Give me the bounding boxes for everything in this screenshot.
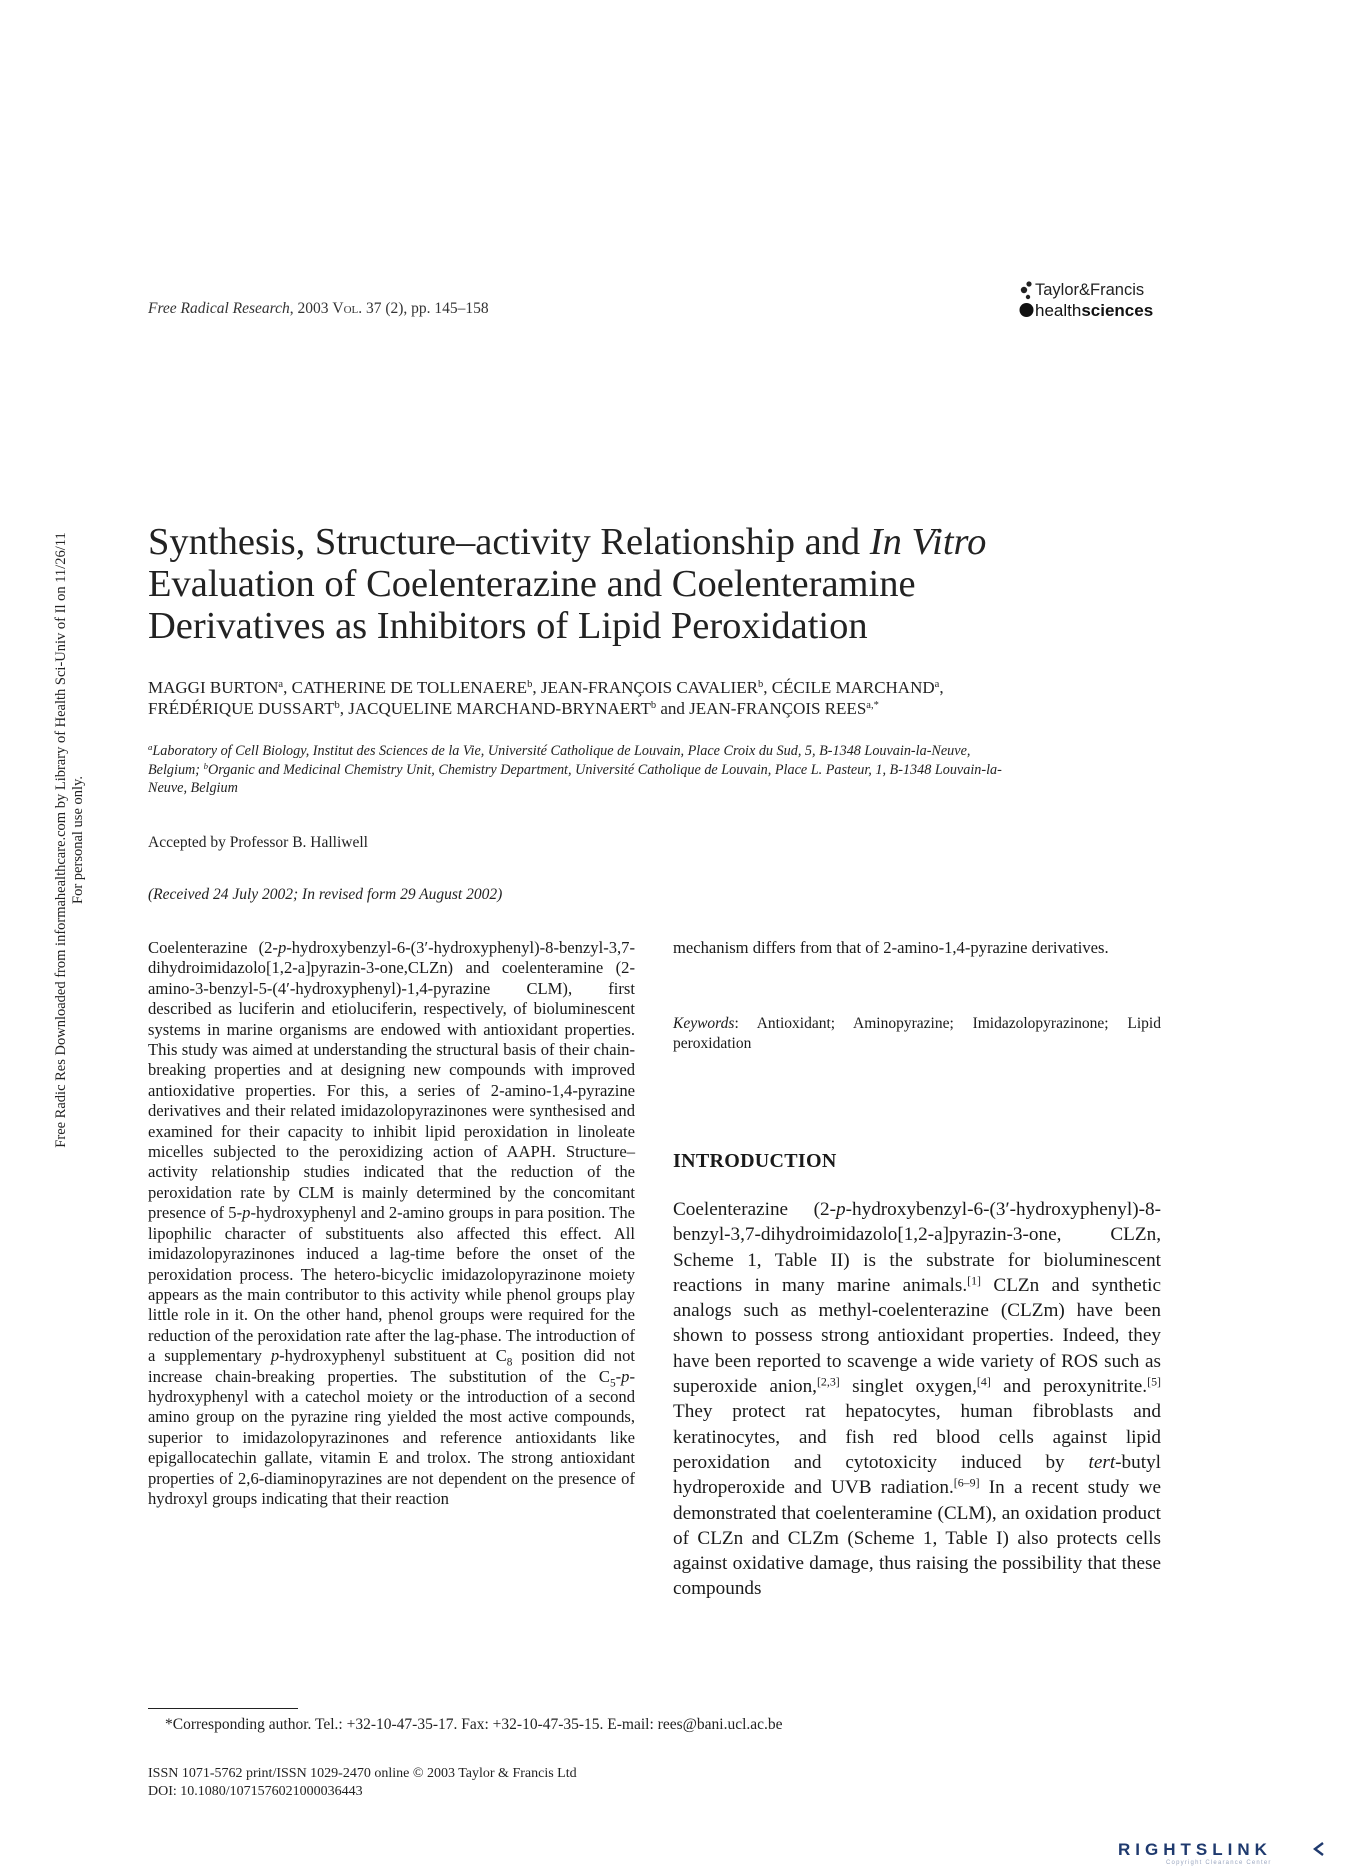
publisher-logo	[1018, 281, 1168, 323]
citation-ref[interactable]: [5]	[1147, 1374, 1161, 1389]
rightslink-sub-text: Copyright Clearance Center	[1166, 1860, 1272, 1866]
rightslink-logo[interactable]	[1118, 1840, 1350, 1866]
author-list	[148, 678, 1178, 719]
doi-line: DOI: 10.1080/1071576021000036443	[148, 1784, 363, 1799]
title-line-1: Synthesis, Structure–activity Relationship and In Vitro	[148, 521, 987, 563]
abstract-continuation: mechanism differs from that of 2-amino-1,4-pyrazine derivatives.	[673, 938, 1109, 957]
citation-ref[interactable]: [6–9]	[953, 1475, 980, 1490]
title-line-2: Evaluation of Coelenterazine and Coelenteramine	[148, 563, 916, 605]
logo-brand-line1: Taylor&Francis	[1035, 281, 1145, 299]
accepted-by: Accepted by Professor B. Halliwell	[148, 834, 368, 851]
issn-line: ISSN 1071-5762 print/ISSN 1029-2470 online © 2003 Taylor & Francis Ltd	[148, 1766, 577, 1781]
rightslink-main-text: RIGHTSLINK	[1118, 1840, 1272, 1859]
title-line-3: Derivatives as Inhibitors of Lipid Peroxidation	[148, 605, 868, 647]
footnote-divider	[148, 1708, 298, 1709]
download-notice-line2: For personal use only.	[70, 776, 86, 904]
download-notice	[53, 340, 87, 1340]
affiliations: $^a$Laboratory of Cell Biology, Institut des Sciences de la Vie, Université Catholique de Louvain, Place Croix du Sud, 5, B-1348 Louvain-la-Neuve, Belgium; $^b$Organic and Medicinal Chemistry Unit, Chemistry Department, Université Catholique de Louvain, Place L. Pasteur, 1, B-1348 Louvain-la- Neuve, Belgium	[148, 742, 1002, 796]
citation-ref[interactable]: [1]	[967, 1273, 982, 1288]
abstract: Coelenterazine (2-p-hydroxybenzyl-6-(3′-hydroxyphenyl)-8-benzyl-3,7-dihydroimidazolo[1,2-a]pyrazin-3-one,CLZn) and coelenteramine (2-amino-3-benzyl-5-(4′-hydroxyphenyl)-1,4-pyrazine CLM), first described as luciferin and etioluciferin, respectively, of bioluminescent systems in marine organisms are endowed with antioxidant properties. This study was aimed at understanding the structural basis of their chain-breaking properties and at designing new compounds with improved antioxidative properties. For this, a series of 2-amino-1,4-pyrazine derivatives and their related imidazolopyrazinones were synthesised and examined for their capacity to inhibit lipid peroxidation in linoleate micelles subjected to the peroxidizing action of AAPH. Structure–activity relationship studies indicated that the reduction of the peroxidation rate by CLM is mainly determined by the concomitant presence of 5-p-hydroxyphenyl and 2-amino groups in para position. The lipophilic character of substituents also affected this effect. All imidazolopyrazinones induced a lag-time before the onset of the peroxidation process. The hetero-bicyclic imidazolopyrazinone moiety appears as the main contributor to this activity while phenol groups play little role in it. On the other hand, phenol groups were required for the reduction of the peroxidation rate after the lag-phase. The introduction of a supplementary p-hydroxyphenyl substituent at $C_8$ position did not increase chain-breaking properties. The substitution of the $C_5-p$-hydroxyphenyl with a catechol moiety or the introduction of a second amino group on the pyrazine ring yielded the most active compounds, superior to imidazolopyrazinones and reference antioxidants like epigallocatechin gallate, vitamin E and trolox. The strong antioxidant properties of 2,6-diaminopyrazines are not dependent on the presence of hydroxyl groups indicating that their reaction	[148, 938, 636, 1508]
download-notice-line1: Free Radic Res Downloaded from informahealthcare.com by Library of Health Sci-Univ of Il on 11/26/11	[53, 532, 69, 1148]
introduction-heading: INTRODUCTION	[673, 1150, 837, 1172]
citation-ref[interactable]: [4]	[976, 1374, 991, 1389]
issn-doi	[148, 1765, 577, 1801]
logo-dots-icon	[1018, 281, 1034, 323]
journal-citation: Free Radical Research, 2003 Vol. 37 (2), pp. 145–158	[148, 300, 489, 317]
keywords: Keywords: Antioxidant; Aminopyrazine; Imidazolopyrazinone; Lipid peroxidation	[673, 1015, 1161, 1052]
received-dates: (Received 24 July 2002; In revised form 29 August 2002)	[148, 886, 503, 903]
introduction-text: Coelenterazine (2-p-hydroxybenzyl-6-(3′-hydroxyphenyl)-8-benzyl-3,7-dihydroimidazolo[1,2-a]pyrazin-3-one, CLZn, Scheme 1, Table II) is the substrate for bioluminescent reactions in many marine animals.[1] CLZn and synthetic analogs such as methyl-coelenterazine (CLZm) have been shown to possess strong antioxidant properties. Indeed, they have been reported to scavenge a wide variety of ROS such as superoxide anion,[2,3] singlet oxygen,[4] and peroxynitrite.[5] They protect rat hepatocytes, human fibroblasts and keratinocytes, and fish red blood cells against lipid peroxidation and cytotoxicity induced by tert-butyl hydroperoxide and UVB radiation.[6–9] In a recent study we demonstrated that coelenteramine (CLM), an oxidation product of CLZn and CLZm (Scheme 1, Table I) also protects cells against oxidative damage, thus raising the possibility that these compounds	[673, 1199, 1162, 1600]
rightslink-graphic	[1118, 1840, 1350, 1866]
author-line-1: MAGGI BURTON$^a$, CATHERINE DE TOLLENAERE$^b$, JEAN-FRANÇOIS CAVALIER$^b$, CÉCILE MARCHAND$^a$,	[148, 678, 944, 697]
citation-ref[interactable]: [2,3]	[816, 1374, 840, 1389]
article-title	[148, 521, 1208, 647]
rightslink-arrow-icon	[1315, 1843, 1323, 1855]
logo-brand-line2: healthsciences	[1035, 301, 1154, 320]
corresponding-author-footnote: *Corresponding author. Tel.: +32-10-47-35-17. Fax: +32-10-47-35-15. E-mail: rees@bani.ucl.ac.be	[165, 1716, 783, 1733]
author-line-2: FRÉDÉRIQUE DUSSART$^b$, JACQUELINE MARCHAND-BRYNAERT$^b$ and JEAN-FRANÇOIS $REES^{a,*}$	[148, 698, 879, 718]
journal-name: Free Radical Research	[148, 300, 290, 317]
